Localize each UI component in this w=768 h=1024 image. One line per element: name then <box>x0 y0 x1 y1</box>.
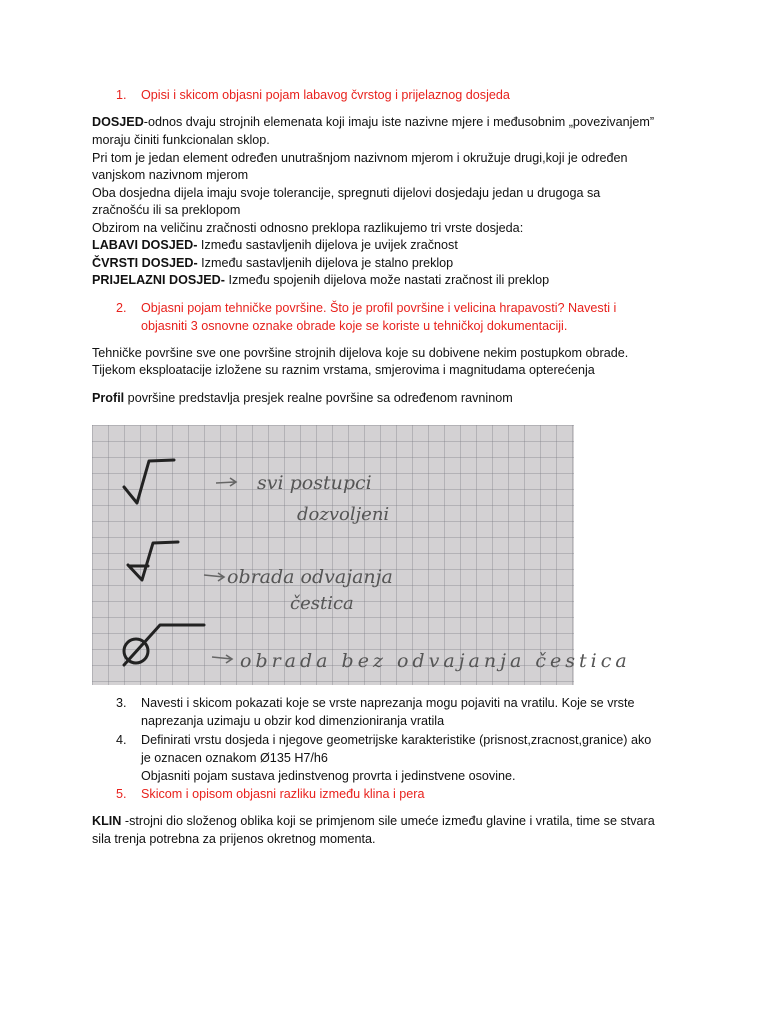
fit-type-cvrsti <box>92 254 453 272</box>
term-dosjed: DOSJED <box>92 115 144 129</box>
definition-text: Između spojenih dijelova može nastati zračnost ili preklop <box>224 273 550 287</box>
definition-text: -strojni dio složenog oblika koji se primjenom sile umeće između glavine i vratila, time se stvara <box>121 814 655 828</box>
answer-1-line: Oba dosjedna dijela imaju svoje tolerancije, spregnuti dijelovi dosjedaju jedan u drugoga sa <box>92 186 601 200</box>
sketch-label: svi postupci <box>257 472 372 494</box>
question-text-line-1: Navesti i skicom pokazati koje se vrste naprezanja mogu pojaviti na vratilu. Koje se vrste <box>141 696 635 710</box>
answer-1-line: Pri tom je jedan element određen unutrašnjom nazivnom mjerom i okružuje drugi,koji je određen <box>92 151 628 165</box>
question-number: 5. <box>116 787 127 801</box>
arrow-icon <box>204 573 224 581</box>
surface-symbol-material-removal-icon <box>128 542 178 580</box>
answer-2-line: Tijekom eksploatacije izložene su raznim vrstama, smjerovima i magnitudama opterećenja <box>92 363 595 377</box>
arrow-icon <box>212 655 232 663</box>
sketch-label: čestica <box>290 593 354 614</box>
term-labavi: LABAVI DOSJED- <box>92 238 198 252</box>
surface-symbol-any-process-icon <box>124 460 174 503</box>
answer-5-klin <box>92 812 655 830</box>
answer-2-line: Tehničke površine sve one površine strojnih dijelova koje su dobivene nekim postupkom obrade. <box>92 346 629 360</box>
surface-symbols-sketch <box>92 425 631 685</box>
definition-text: površine predstavlja presjek realne površine sa određenom ravninom <box>124 391 513 405</box>
surface-symbol-no-removal-icon <box>124 625 204 665</box>
sketch-label: obrada bez odvajanja čestica <box>240 650 631 672</box>
question-text-line-1: Objasni pojam tehničke površine. Što je profil površine i velicina hrapavosti? Navesti i <box>141 301 617 315</box>
definition-text: Između sastavljenih dijelova je stalno preklop <box>197 256 454 270</box>
definition-text: Između sastavljenih dijelova je uvijek zračnost <box>197 238 458 252</box>
fit-type-prijelazni <box>92 271 549 289</box>
answer-1-line: zračnošću ili sa preklopom <box>92 203 241 217</box>
term-prijelazni: PRIJELAZNI DOSJED- <box>92 273 225 287</box>
question-text-line-3: Objasniti pojam sustava jedinstvenog provrta i jedinstvene osovine. <box>141 769 516 783</box>
question-text-line-2: naprezanja uzimaju u obzir kod dimenzioniranja vratila <box>141 714 445 728</box>
term-cvrsti: ČVRSTI DOSJED- <box>92 256 198 270</box>
sketch-drawing <box>92 425 631 685</box>
sketch-label: dozvoljeni <box>297 504 390 525</box>
question-number: 3. <box>116 696 127 710</box>
question-number: 4. <box>116 733 127 747</box>
question-number: 1. <box>116 88 127 102</box>
question-text: Opisi i skicom objasni pojam labavog čvrstog i prijelaznog dosjeda <box>141 88 510 102</box>
definition-text: -odnos dvaju strojnih elemenata koji imaju iste nazivne mjere i međusobnim „povezivanjem” <box>143 115 655 129</box>
answer-1-line: vanjskom nazivnom mjerom <box>92 168 249 182</box>
answer-1-line: Obzirom na veličinu zračnosti odnosno preklopa razlikujemo tri vrste dosjeda: <box>92 221 524 235</box>
question-number: 2. <box>116 301 127 315</box>
term-profil: Profil <box>92 391 125 405</box>
question-text-line-2: je oznacen oznakom Ø135 H7/h6 <box>141 751 328 765</box>
answer-5-line: sila trenja potrebna za prijenos okretnog momenta. <box>92 832 376 846</box>
fit-type-labavi <box>92 236 458 254</box>
arrow-icon <box>216 478 236 486</box>
question-text-line-2: objasniti 3 osnovne oznake obrade koje se koriste u tehničkoj dokumentaciji. <box>141 319 568 333</box>
answer-1-para-1 <box>92 113 654 131</box>
answer-1-line: moraju činiti funkcionalan sklop. <box>92 133 270 147</box>
answer-2-profil <box>92 389 513 407</box>
question-text: Skicom i opisom objasni razliku između klina i pera <box>141 787 425 801</box>
sketch-label: obrada odvajanja <box>227 566 393 588</box>
term-klin: KLIN <box>92 814 122 828</box>
question-text-line-1: Definirati vrstu dosjeda i njegove geometrijske karakteristike (prisnost,zracnost,granice) ako <box>141 733 652 747</box>
